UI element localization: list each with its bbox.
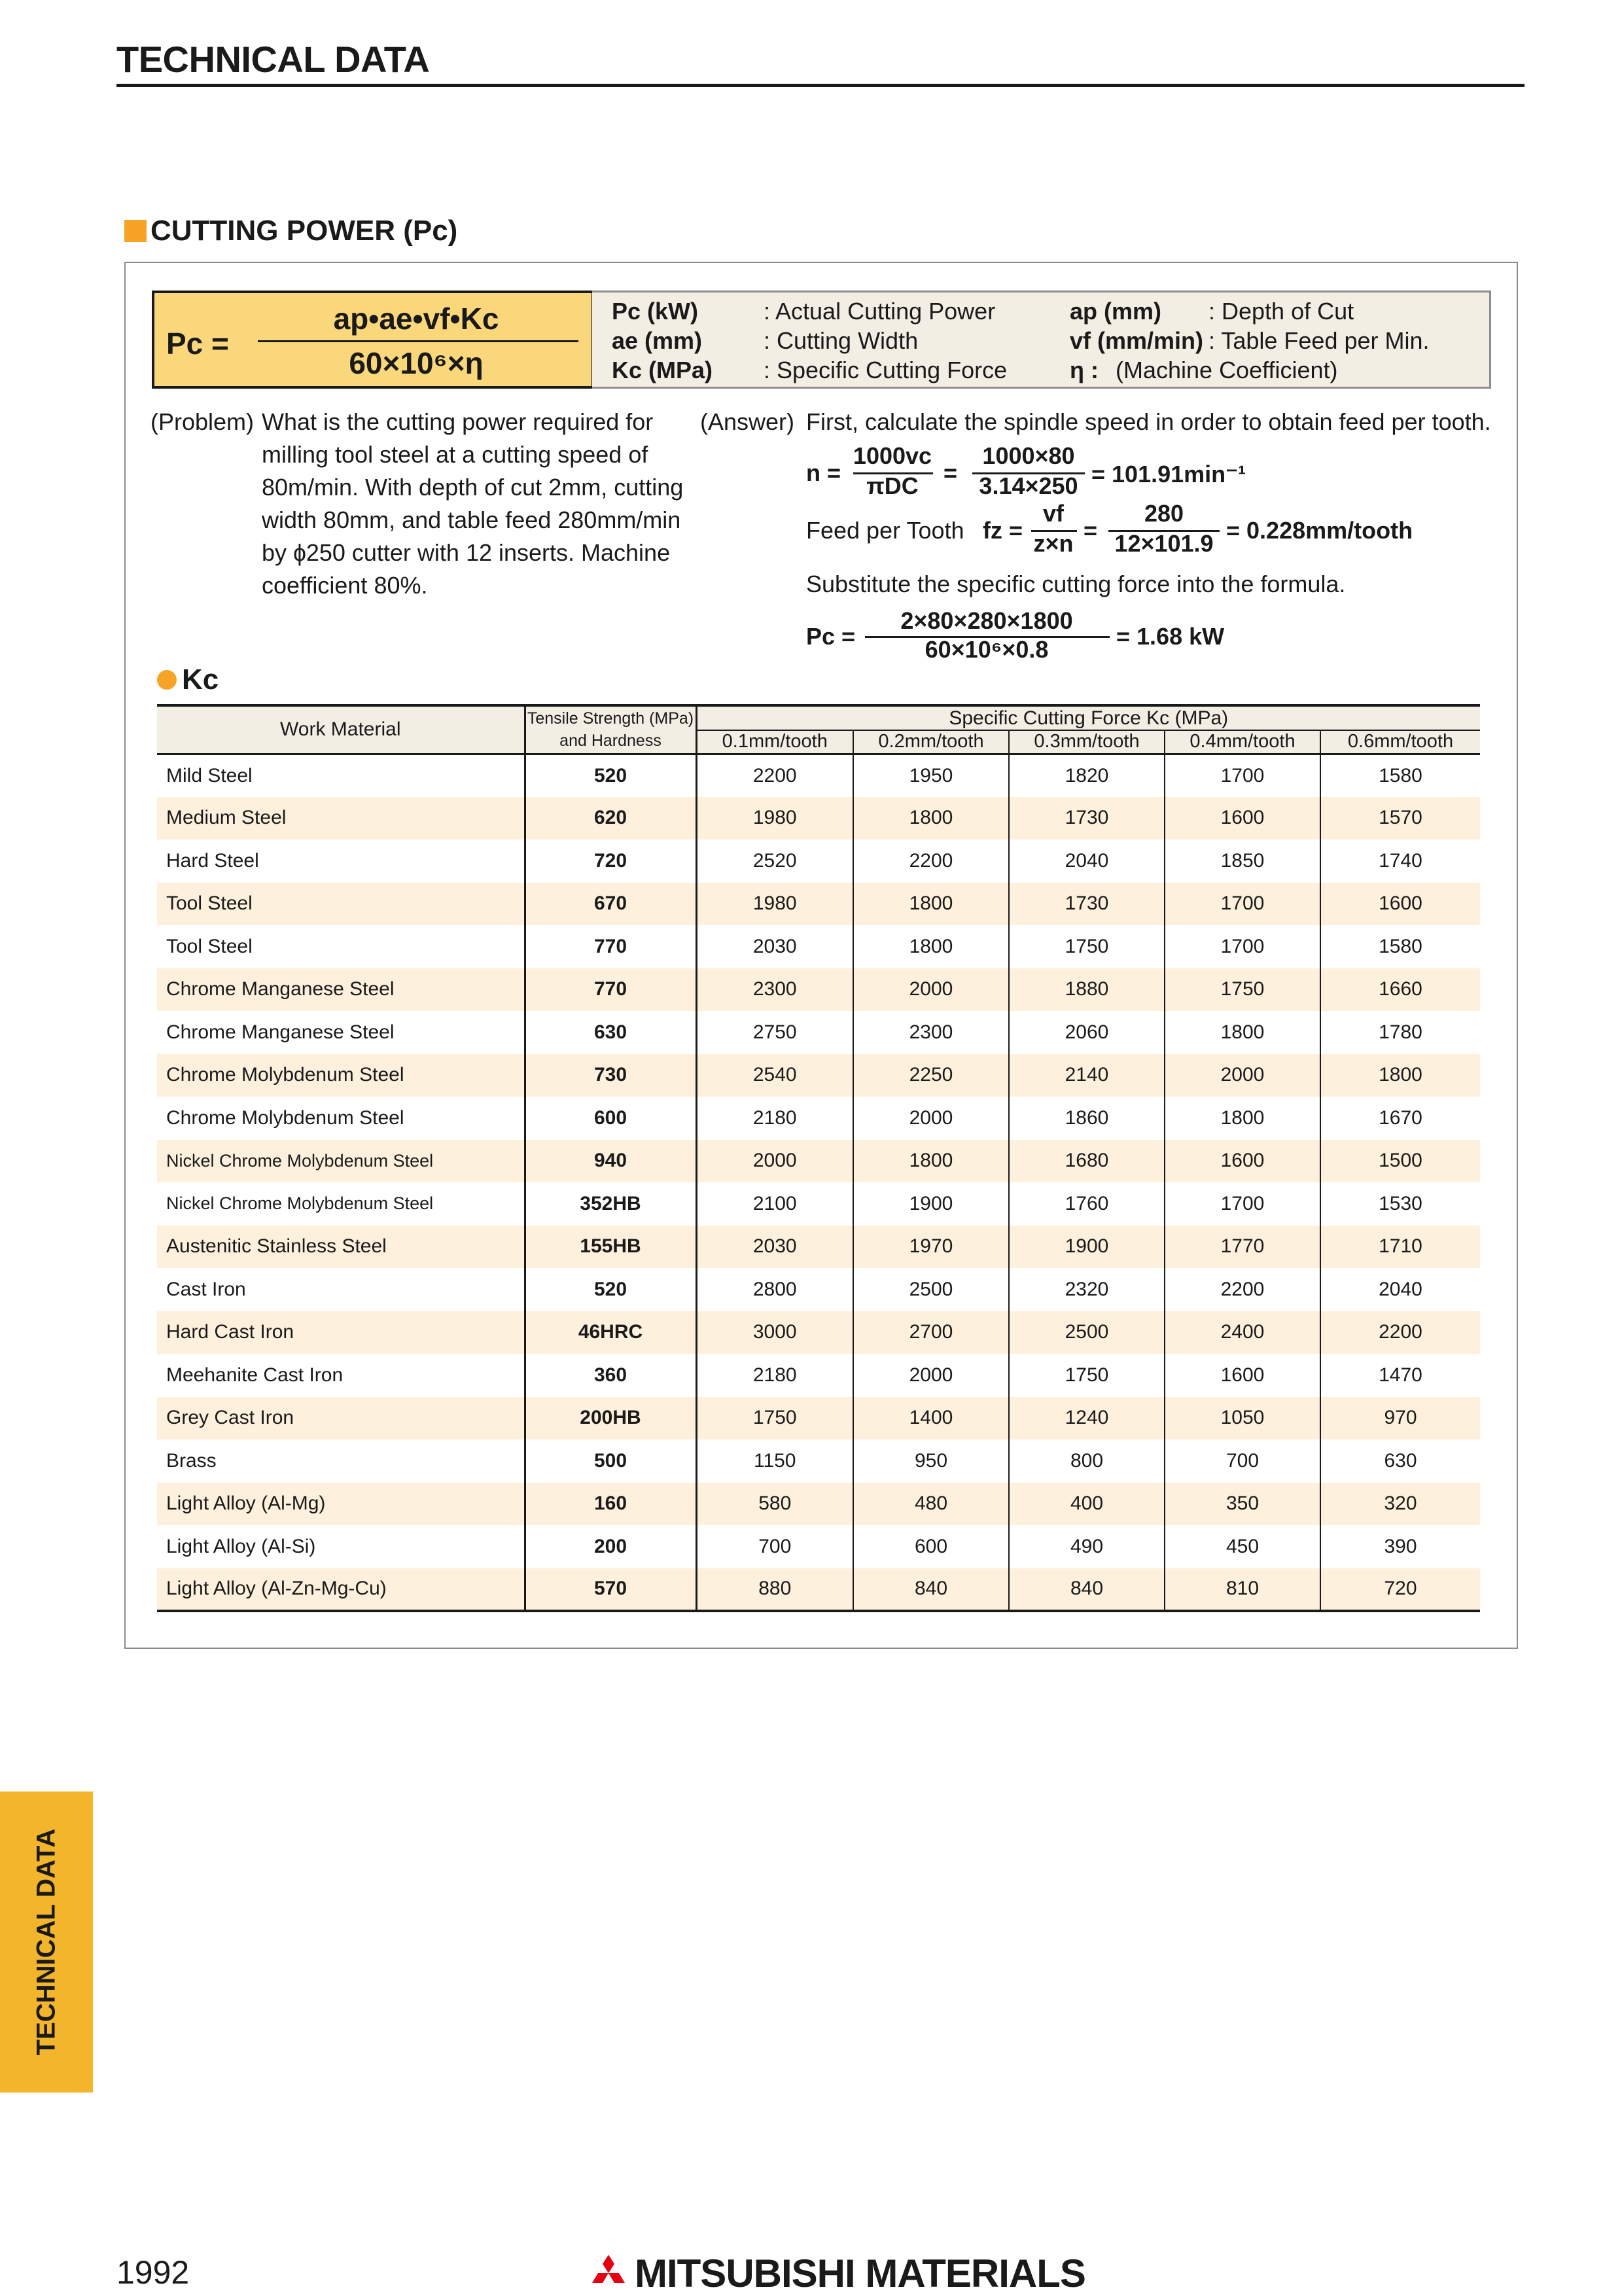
material-cell: Medium Steel bbox=[157, 797, 525, 840]
problem-line: milling tool steel at a cutting speed of bbox=[262, 441, 648, 468]
material-cell: Cast Iron bbox=[157, 1268, 525, 1311]
kc-value-cell: 1770 bbox=[1165, 1226, 1320, 1269]
table-row bbox=[157, 1011, 1480, 1054]
tensile-cell: 770 bbox=[525, 925, 696, 968]
problem-text bbox=[262, 406, 683, 602]
fz-result: = 0.228mm/tooth bbox=[1226, 517, 1413, 544]
fz-lhs: fz = bbox=[983, 517, 1023, 544]
kc-value-cell: 350 bbox=[1165, 1483, 1320, 1526]
kc-value-cell: 2000 bbox=[696, 1140, 853, 1183]
kc-value-cell: 1150 bbox=[753, 1449, 796, 1472]
kc-value-cell: 2300 bbox=[853, 1011, 1009, 1054]
problem-line: 80m/min. With depth of cut 2mm, cutting bbox=[262, 474, 684, 501]
kc-value-cell: 2320 bbox=[1009, 1268, 1165, 1311]
kc-value-cell: 1700 bbox=[1165, 925, 1320, 968]
table-row bbox=[157, 925, 1480, 968]
legend-description: : Actual Cutting Power bbox=[764, 298, 996, 325]
kc-value-cell: 1580 bbox=[1320, 925, 1480, 968]
table-row bbox=[157, 754, 1480, 797]
fraction-bar bbox=[258, 340, 578, 342]
kc-value-cell: 1880 bbox=[1009, 968, 1165, 1012]
n-result: = 101.91min⁻¹ bbox=[1091, 461, 1246, 487]
kc-value-cell: 2000 bbox=[853, 1097, 1009, 1140]
brand-name: MITSUBISHI MATERIALS bbox=[635, 2252, 1085, 2295]
kc-value-cell: 950 bbox=[853, 1439, 1009, 1483]
tensile-cell: 500 bbox=[525, 1439, 696, 1483]
kc-value-cell: 1670 bbox=[1320, 1097, 1480, 1140]
material-cell: Chrome Manganese Steel bbox=[157, 1011, 525, 1054]
kc-value-cell: 2040 bbox=[1320, 1268, 1480, 1311]
col-header-feed: 0.1mm/tooth bbox=[696, 730, 853, 754]
kc-value-cell: 2250 bbox=[853, 1054, 1009, 1097]
kc-value-cell: 1600 bbox=[1165, 797, 1320, 840]
kc-value-cell: 1710 bbox=[1320, 1226, 1480, 1269]
tensile-cell: 46HRC bbox=[525, 1311, 696, 1354]
table-row bbox=[157, 968, 1480, 1012]
page-number: 1992 bbox=[116, 2254, 190, 2291]
fz-denominator-1: z×n bbox=[1033, 530, 1074, 557]
formula-lhs: Pc = bbox=[166, 327, 229, 361]
tensile-cell: 160 bbox=[525, 1483, 696, 1526]
formula-numerator: ap•ae•vf•Kc bbox=[333, 302, 499, 336]
problem-label: (Problem) bbox=[150, 408, 255, 435]
kc-value-cell: 2000 bbox=[1165, 1054, 1320, 1097]
pc-result: = 1.68 kW bbox=[1116, 623, 1225, 650]
kc-value-cell: 1660 bbox=[1320, 968, 1480, 1012]
kc-value-cell: 1600 bbox=[1165, 1354, 1320, 1397]
kc-value-cell: 400 bbox=[1009, 1483, 1165, 1526]
kc-value-cell: 1800 bbox=[853, 925, 1009, 968]
answer-label: (Answer) bbox=[700, 408, 795, 435]
kc-value-cell: 1820 bbox=[1009, 754, 1165, 797]
fz-numerator-1: vf bbox=[1042, 500, 1064, 527]
kc-value-cell: 2200 bbox=[752, 764, 797, 786]
legend-symbol: Kc (MPa) bbox=[612, 357, 713, 383]
kc-value-cell: 490 bbox=[1009, 1525, 1165, 1568]
kc-value-cell: 840 bbox=[1009, 1568, 1165, 1612]
kc-value-cell: 1800 bbox=[1165, 1011, 1320, 1054]
kc-value-cell: 2700 bbox=[853, 1311, 1009, 1354]
legend-symbol: η : bbox=[1070, 357, 1099, 383]
kc-value-cell: 700 bbox=[758, 1535, 792, 1557]
kc-value-cell: 1800 bbox=[853, 1140, 1009, 1183]
kc-value-cell: 1680 bbox=[1009, 1140, 1165, 1183]
answer-intro: First, calculate the spindle speed in order to obtain feed per tooth. bbox=[806, 408, 1491, 435]
table-row bbox=[157, 1439, 1480, 1483]
kc-value-cell: 2750 bbox=[752, 1021, 797, 1043]
title-rule bbox=[116, 84, 1525, 87]
table-row bbox=[157, 1483, 1480, 1526]
kc-value-cell: 2200 bbox=[1320, 1311, 1480, 1354]
problem-line: by ɸ250 cutter with 12 inserts. Machine bbox=[262, 539, 671, 566]
table-row bbox=[157, 1568, 1480, 1612]
kc-value-cell: 880 bbox=[696, 1568, 853, 1612]
n-denominator-2: 3.14×250 bbox=[979, 472, 1078, 499]
tensile-cell: 200HB bbox=[525, 1397, 696, 1440]
col-header-feed: 0.2mm/tooth bbox=[853, 730, 1009, 754]
kc-value-cell: 1600 bbox=[1165, 1140, 1320, 1183]
kc-value-cell: 2200 bbox=[1165, 1268, 1320, 1311]
fz-numerator-2: 280 bbox=[1144, 500, 1184, 527]
orange-square-icon bbox=[124, 220, 147, 242]
section-title: CUTTING POWER (Pc) bbox=[150, 215, 458, 247]
material-cell: Nickel Chrome Molybdenum Steel bbox=[157, 1182, 525, 1226]
material-cell: Light Alloy (Al-Si) bbox=[157, 1525, 525, 1568]
kc-value-cell: 1500 bbox=[1320, 1140, 1480, 1183]
kc-value-cell: 1700 bbox=[1165, 883, 1320, 926]
col-header-feed: 0.6mm/tooth bbox=[1320, 730, 1480, 754]
kc-value-cell: 1740 bbox=[1320, 839, 1480, 883]
table-row bbox=[157, 797, 1480, 840]
kc-value-cell: 1730 bbox=[1009, 883, 1165, 926]
kc-value-cell: 2000 bbox=[853, 1354, 1009, 1397]
kc-value-cell: 1800 bbox=[853, 883, 1009, 926]
kc-value-cell: 1600 bbox=[1320, 883, 1480, 926]
kc-value-cell: 480 bbox=[853, 1483, 1009, 1526]
material-cell: Brass bbox=[157, 1439, 525, 1483]
kc-value-cell: 2200 bbox=[853, 839, 1009, 883]
kc-value-cell: 800 bbox=[1009, 1439, 1165, 1483]
kc-value-cell: 2500 bbox=[1009, 1311, 1165, 1354]
kc-value-cell: 1760 bbox=[1009, 1182, 1165, 1226]
kc-value-cell: 2000 bbox=[853, 968, 1009, 1012]
fz-label: Feed per Tooth bbox=[806, 517, 964, 544]
legend-symbol: ap (mm) bbox=[1070, 298, 1162, 325]
legend-description: : Depth of Cut bbox=[1208, 298, 1354, 325]
legend-description: : Table Feed per Min. bbox=[1208, 327, 1430, 354]
tensile-cell: 620 bbox=[525, 797, 696, 840]
table-row bbox=[157, 1226, 1480, 1269]
kc-value-cell: 1700 bbox=[1165, 1182, 1320, 1226]
pc-lhs: Pc = bbox=[806, 623, 856, 650]
table-row bbox=[157, 883, 1480, 926]
legend-description: (Machine Coefficient) bbox=[1116, 357, 1338, 383]
orange-dot-icon bbox=[157, 670, 177, 690]
tensile-cell: 940 bbox=[525, 1140, 696, 1183]
col-header-tensile: Tensile Strength (MPa) and Hardness bbox=[525, 705, 696, 754]
brand bbox=[588, 2251, 1085, 2296]
kc-value-cell: 1400 bbox=[853, 1397, 1009, 1440]
pc-denominator: 60×10⁶×0.8 bbox=[925, 636, 1049, 663]
kc-value-cell: 1950 bbox=[853, 754, 1009, 797]
kc-title: Kc bbox=[182, 663, 219, 696]
kc-value-cell: 2400 bbox=[1165, 1311, 1320, 1354]
kc-value-cell: 1240 bbox=[1009, 1397, 1165, 1440]
fz-denominator-2: 12×101.9 bbox=[1114, 530, 1214, 557]
kc-value-cell: 700 bbox=[1165, 1439, 1320, 1483]
col-header-material: Work Material bbox=[157, 705, 525, 754]
material-cell: Tool Steel bbox=[157, 925, 525, 968]
kc-value-cell: 1750 bbox=[1009, 925, 1165, 968]
material-cell: Light Alloy (Al-Mg) bbox=[157, 1483, 525, 1526]
kc-value-cell: 2180 bbox=[752, 1364, 797, 1386]
formula-denominator: 60×10⁶×η bbox=[349, 346, 484, 380]
tensile-cell: 520 bbox=[525, 754, 696, 797]
kc-value-cell: 600 bbox=[853, 1525, 1009, 1568]
kc-value-cell: 1750 bbox=[696, 1397, 853, 1440]
col-header-feed: 0.4mm/tooth bbox=[1165, 730, 1320, 754]
col-header-feed: 0.3mm/tooth bbox=[1009, 730, 1165, 754]
legend-symbol: ae (mm) bbox=[612, 327, 703, 354]
kc-value-cell: 1800 bbox=[853, 797, 1009, 840]
material-cell: Chrome Manganese Steel bbox=[157, 968, 525, 1012]
tensile-cell: 155HB bbox=[525, 1226, 696, 1269]
kc-value-cell: 320 bbox=[1320, 1483, 1480, 1526]
kc-value-cell: 1730 bbox=[1009, 797, 1165, 840]
material-cell: Meehanite Cast Iron bbox=[157, 1354, 525, 1397]
kc-value-cell: 450 bbox=[1165, 1525, 1320, 1568]
material-cell: Nickel Chrome Molybdenum Steel bbox=[157, 1140, 525, 1183]
pc-numerator: 2×80×280×1800 bbox=[900, 607, 1073, 634]
kc-value-cell: 1980 bbox=[696, 883, 853, 926]
kc-value-cell: 2060 bbox=[1009, 1011, 1165, 1054]
kc-value-cell: 2030 bbox=[752, 935, 797, 957]
kc-value-cell: 2800 bbox=[752, 1278, 797, 1300]
material-cell: Hard Cast Iron bbox=[157, 1311, 525, 1354]
table-row bbox=[157, 1054, 1480, 1097]
material-cell: Tool Steel bbox=[157, 883, 525, 926]
tensile-cell: 360 bbox=[525, 1354, 696, 1397]
legend-box bbox=[592, 291, 1491, 389]
kc-value-cell: 1580 bbox=[1320, 754, 1480, 797]
kc-value-cell: 1470 bbox=[1320, 1354, 1480, 1397]
tensile-cell: 630 bbox=[525, 1011, 696, 1054]
equals-sign: = bbox=[943, 459, 958, 486]
material-cell: Mild Steel bbox=[157, 754, 525, 797]
table-row bbox=[157, 839, 1480, 883]
kc-value-cell: 2520 bbox=[752, 849, 797, 872]
kc-value-cell: 2140 bbox=[1009, 1054, 1165, 1097]
problem-line: coefficient 80%. bbox=[262, 572, 428, 599]
kc-value-cell: 3000 bbox=[696, 1311, 853, 1354]
formula-box bbox=[152, 291, 594, 389]
tensile-cell: 352HB bbox=[525, 1182, 696, 1226]
table-row bbox=[157, 1268, 1480, 1311]
legend-symbol: Pc (kW) bbox=[612, 298, 699, 325]
kc-value-cell: 1900 bbox=[1009, 1226, 1165, 1269]
kc-value-cell: 1850 bbox=[1165, 839, 1320, 883]
table-row bbox=[157, 1097, 1480, 1140]
tensile-cell: 600 bbox=[525, 1097, 696, 1140]
n-lhs: n = bbox=[806, 459, 841, 486]
problem-line: What is the cutting power required for bbox=[262, 408, 654, 435]
material-cell: Chrome Molybdenum Steel bbox=[157, 1097, 525, 1140]
material-cell: Chrome Molybdenum Steel bbox=[157, 1054, 525, 1097]
n-numerator-1: 1000vc bbox=[853, 442, 932, 469]
kc-value-cell: 840 bbox=[853, 1568, 1009, 1612]
tensile-cell: 200 bbox=[525, 1525, 696, 1568]
material-cell: Light Alloy (Al-Zn-Mg-Cu) bbox=[157, 1568, 525, 1612]
table-row bbox=[157, 1354, 1480, 1397]
tensile-cell: 670 bbox=[525, 883, 696, 926]
kc-value-cell: 1970 bbox=[853, 1226, 1009, 1269]
kc-value-cell: 1530 bbox=[1320, 1182, 1480, 1226]
kc-heading bbox=[157, 663, 219, 696]
n-numerator-2: 1000×80 bbox=[982, 442, 1075, 469]
kc-value-cell: 2100 bbox=[752, 1192, 797, 1214]
kc-value-cell: 1800 bbox=[1165, 1097, 1320, 1140]
n-denominator-1: πDC bbox=[866, 472, 919, 499]
kc-value-cell: 1750 bbox=[1009, 1354, 1165, 1397]
tensile-cell: 570 bbox=[525, 1568, 696, 1612]
tensile-cell: 720 bbox=[525, 839, 696, 883]
kc-value-cell: 1980 bbox=[696, 797, 853, 840]
kc-value-cell: 1750 bbox=[1165, 968, 1320, 1012]
col-header-kc-group: Specific Cutting Force Kc (MPa) bbox=[696, 705, 1480, 730]
tensile-cell: 520 bbox=[525, 1268, 696, 1311]
material-cell: Austenitic Stainless Steel bbox=[157, 1226, 525, 1269]
side-tab-label: TECHNICAL DATA bbox=[31, 1828, 61, 2056]
kc-value-cell: 2030 bbox=[696, 1226, 853, 1269]
kc-value-cell: 2040 bbox=[1009, 839, 1165, 883]
tensile-cell: 730 bbox=[525, 1054, 696, 1097]
substitute-text: Substitute the specific cutting force into the formula. bbox=[806, 571, 1346, 597]
kc-value-cell: 390 bbox=[1320, 1525, 1480, 1568]
kc-value-cell: 1900 bbox=[853, 1182, 1009, 1226]
table-row bbox=[157, 1182, 1480, 1226]
table-bottom-rule bbox=[157, 1611, 1480, 1612]
section-heading bbox=[124, 215, 457, 247]
table-row bbox=[157, 1311, 1480, 1354]
material-cell: Grey Cast Iron bbox=[157, 1397, 525, 1440]
legend-symbol: vf (mm/min) bbox=[1070, 327, 1204, 354]
three-diamonds-logo-icon bbox=[588, 2255, 629, 2293]
kc-value-cell: 720 bbox=[1320, 1568, 1480, 1612]
legend-description: : Cutting Width bbox=[764, 327, 919, 354]
kc-value-cell: 810 bbox=[1165, 1568, 1320, 1612]
kc-value-cell: 1570 bbox=[1320, 797, 1480, 840]
kc-value-cell: 1700 bbox=[1165, 754, 1320, 797]
kc-value-cell: 580 bbox=[696, 1483, 853, 1526]
kc-value-cell: 1860 bbox=[1009, 1097, 1165, 1140]
table-row bbox=[157, 1140, 1480, 1183]
tensile-cell: 770 bbox=[525, 968, 696, 1012]
kc-value-cell: 2300 bbox=[696, 968, 853, 1012]
page-title: TECHNICAL DATA bbox=[116, 39, 430, 80]
kc-value-cell: 2180 bbox=[752, 1106, 797, 1129]
kc-value-cell: 1050 bbox=[1165, 1397, 1320, 1440]
equals-sign: = bbox=[1084, 517, 1098, 544]
legend-description: : Specific Cutting Force bbox=[764, 357, 1008, 383]
kc-value-cell: 1780 bbox=[1320, 1011, 1480, 1054]
problem-line: width 80mm, and table feed 280mm/min bbox=[262, 506, 681, 533]
kc-value-cell: 2500 bbox=[853, 1268, 1009, 1311]
kc-table bbox=[157, 704, 1480, 1612]
kc-value-cell: 630 bbox=[1320, 1439, 1480, 1483]
material-cell: Hard Steel bbox=[157, 839, 525, 883]
kc-value-cell: 1800 bbox=[1320, 1054, 1480, 1097]
table-row bbox=[157, 1397, 1480, 1440]
table-row bbox=[157, 1525, 1480, 1568]
kc-value-cell: 2540 bbox=[696, 1054, 853, 1097]
kc-value-cell: 970 bbox=[1320, 1397, 1480, 1440]
